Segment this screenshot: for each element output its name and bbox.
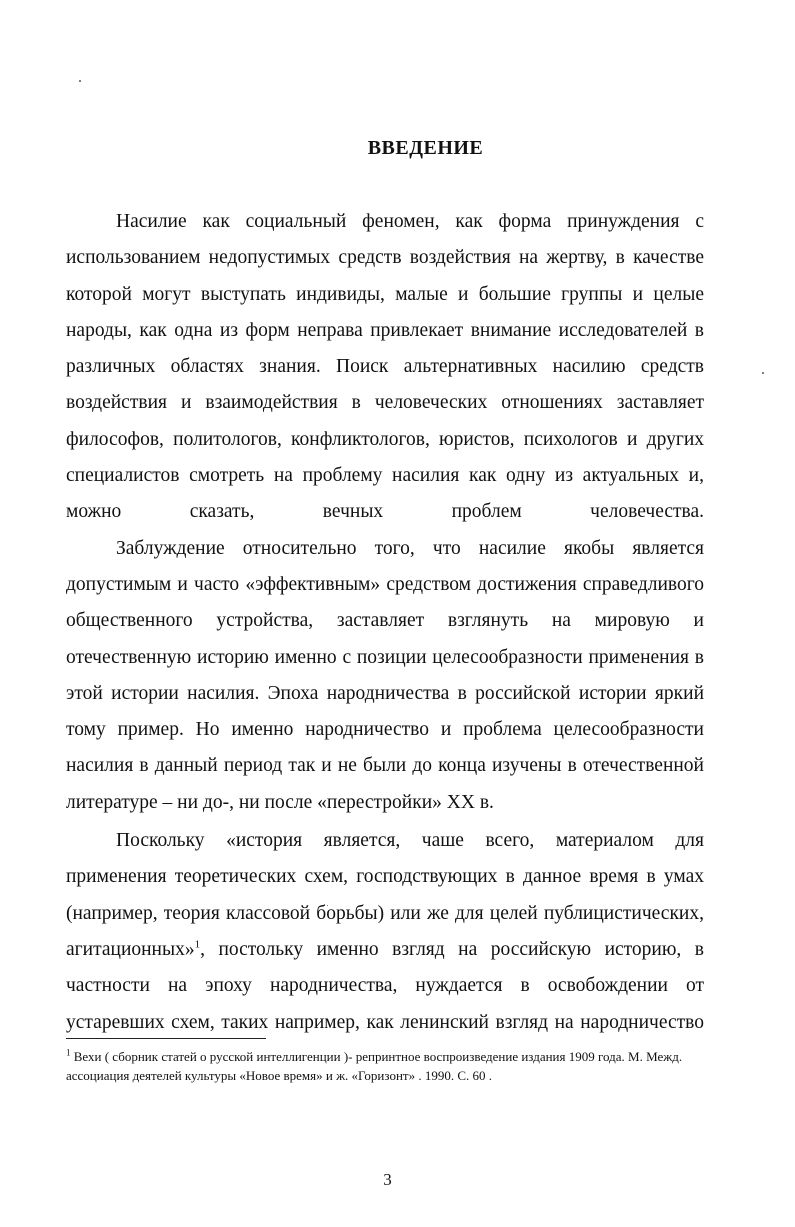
footnote-mark: 1 [66,1047,71,1058]
paragraph-3-part-1: Поскольку «история является, чаше всего, материалом для применения теоретических схем, господствующих в данное время в умах (например, теория классовой борьбы) или же для целей публицистических, агитационных» [66,830,704,960]
footnote [66,1047,706,1085]
scan-speck [762,372,764,374]
footnote-text: Вехи ( сборник статей о русской интеллигенции )- репринтное воспроизведение издания 1909 года. М. Межд. ассоциация деятелей культуры «Новое время» и ж. «Горизонт» . 1990. С. 60 . [66,1049,683,1083]
footnote-reference[interactable]: 1 [194,938,201,951]
page-number: 3 [383,1170,392,1189]
footnote-separator [66,1038,266,1039]
paragraph-2: Заблуждение относительно того, что насилие якобы является допустимым и часто «эффективным» средством достижения справедливого общественного устройства, заставляет взглянуть на мировую и отечественную историю именно с позиции целесообразности применения в этой истории насилия. Эпоха народничества в российской истории яркий тому пример. Но именно народничество и проблема целесообразности насилия в данный период так и не были до конца изучены в отечественной литературе – ни до-, ни после «перестройки» XX в. [66,537,704,813]
paragraph-1: Насилие как социальный феномен, как форма принуждения с использованием недопустимых средств воздействия на жертву, в качестве которой могут выступать индивиды, малые и большие группы и целые народы, как одна из форм неправа привлекает внимание исследователей в различных областях знания. Поиск альтернативных насилию средств воздействия и взаимодействия в человеческих отношениях заставляет философов, политологов, конфликтологов, юристов, психологов и других специалистов смотреть на проблему насилия как одну из актуальных и, можно сказать, вечных проблем человечества. [66,211,704,523]
paragraph-3 [66,823,704,1041]
paragraph-3-part-2: , постольку именно взгляд на российскую историю, в частности на эпоху народничества, нуждается в освобождении от устаревших схем, таких например, как ленинский взгляд на народничество [66,938,704,1033]
section-heading: ВВЕДЕНИЕ [367,137,484,159]
scan-speck [79,80,81,82]
body-text [66,204,704,1041]
